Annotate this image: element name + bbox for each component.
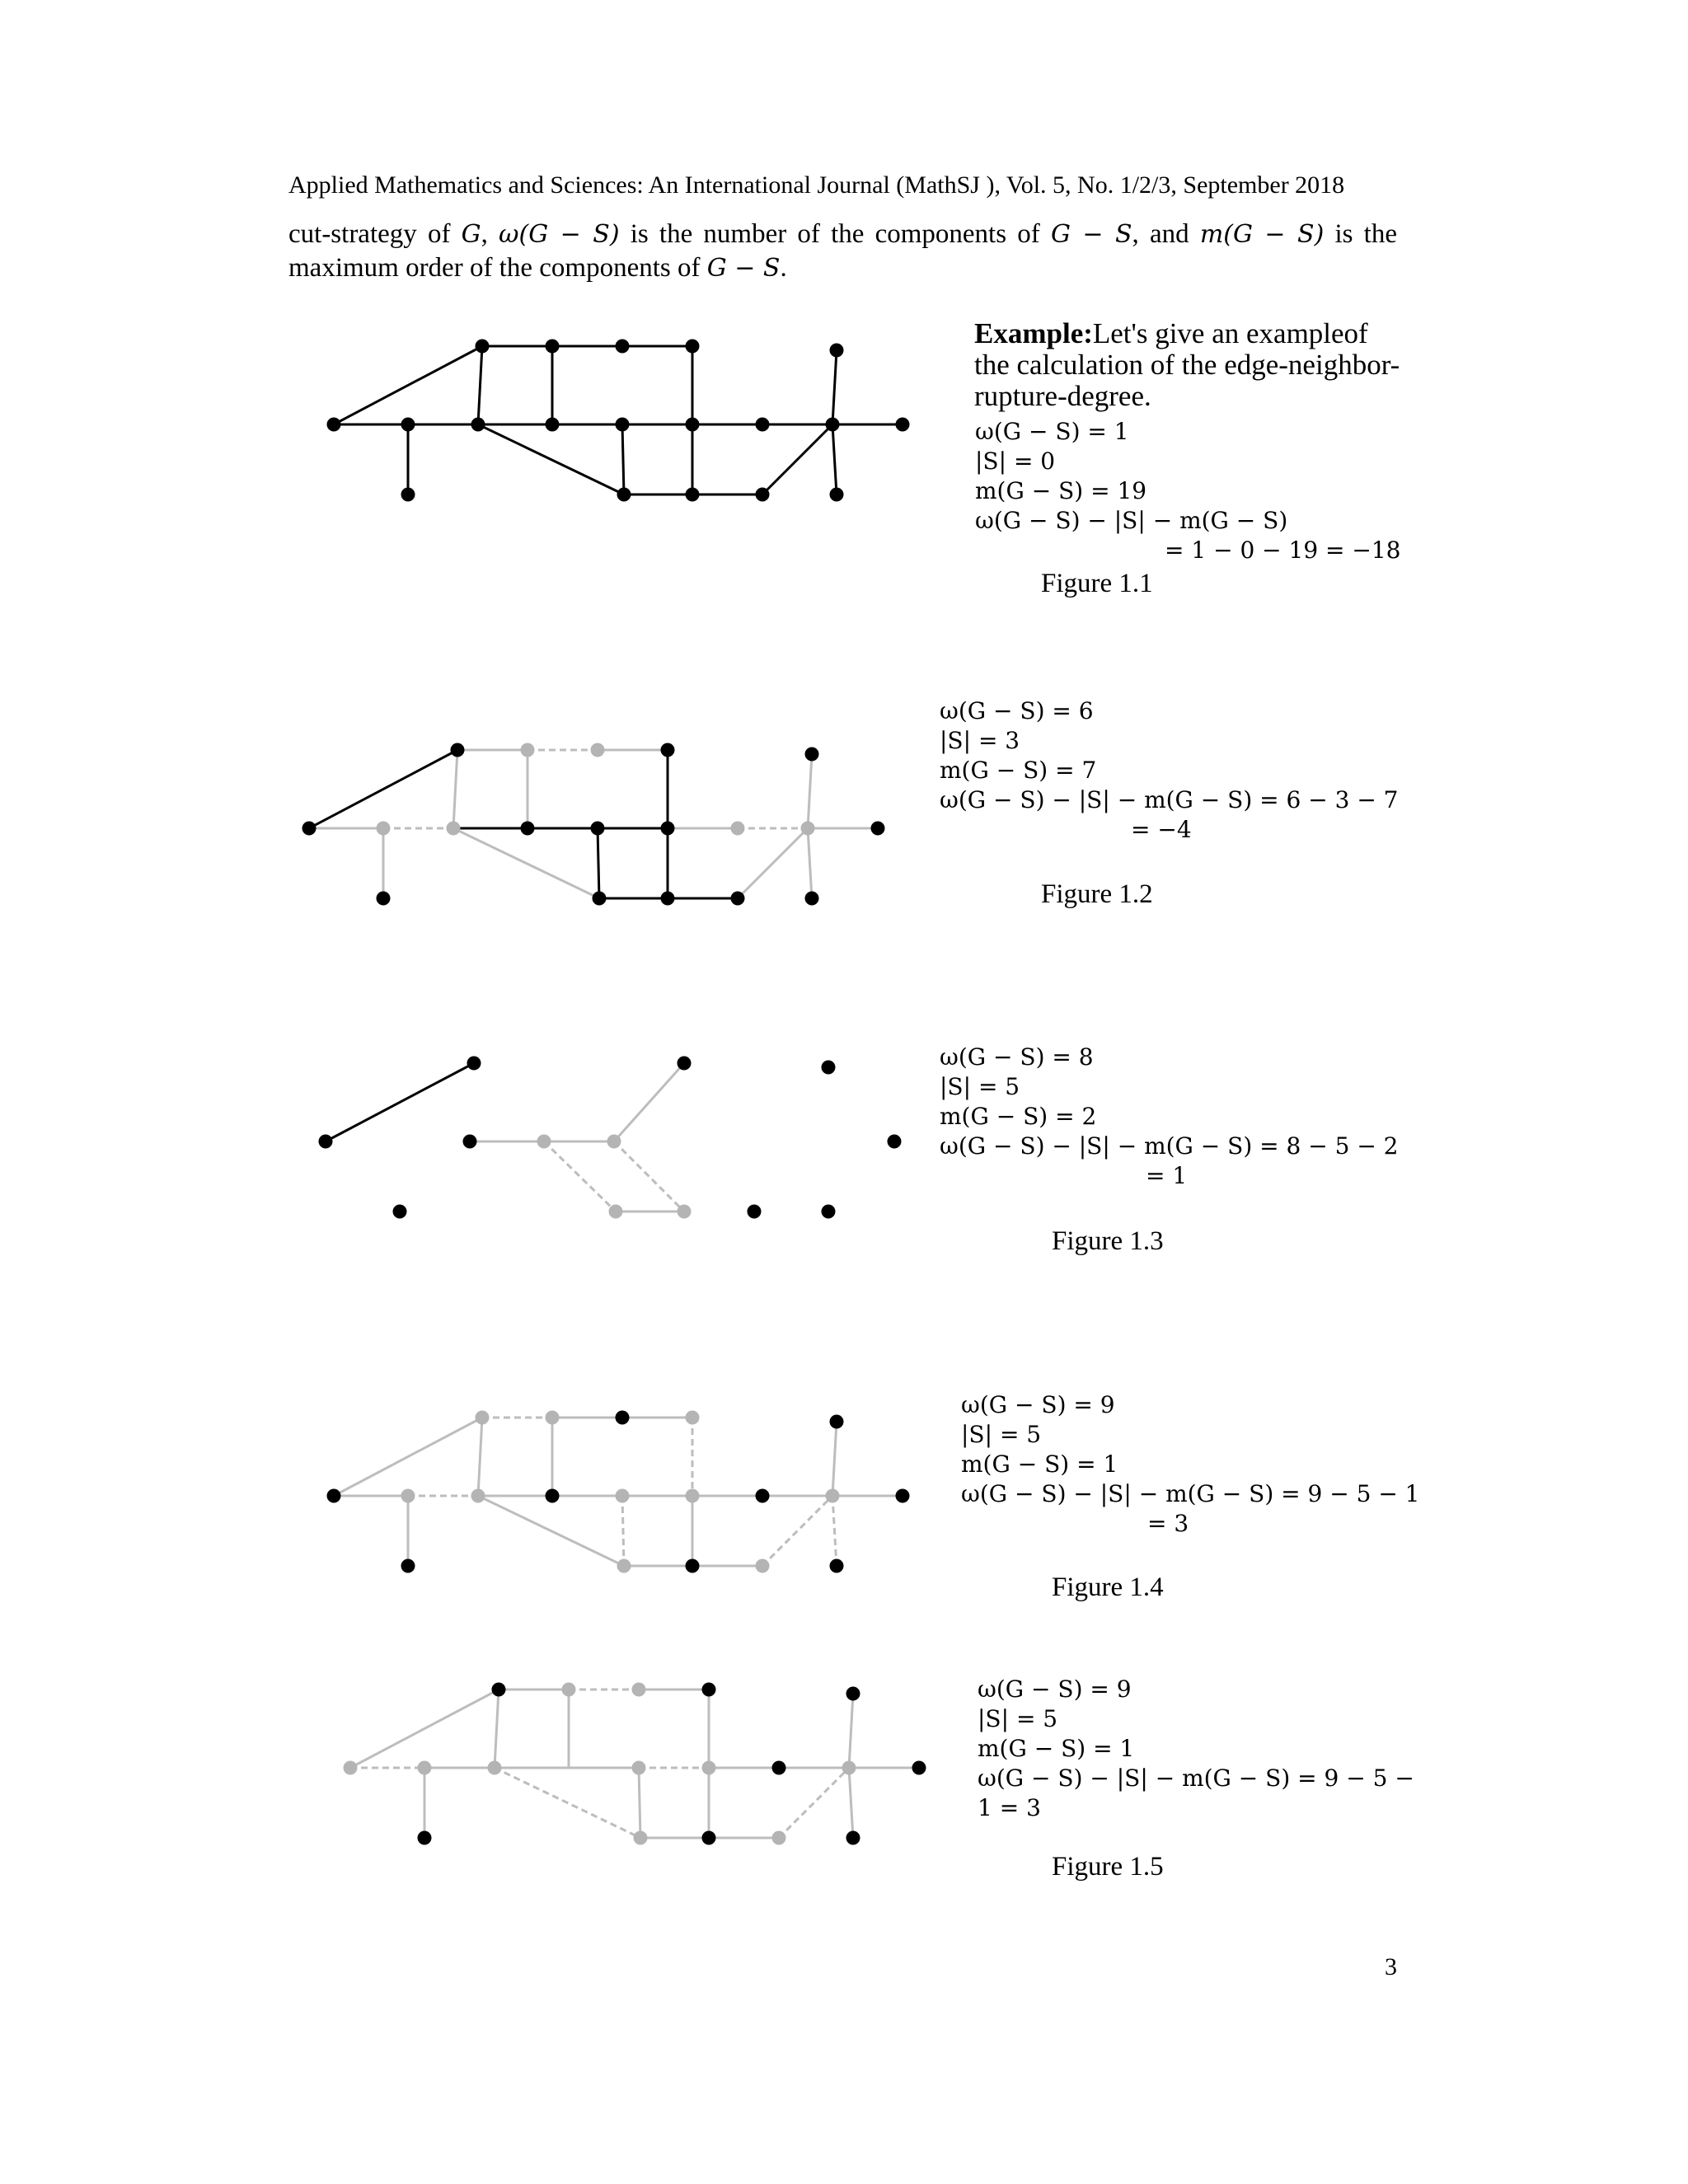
graph-edge: [326, 1063, 474, 1141]
intro-paragraph: [288, 218, 1397, 285]
graph-vertex: [418, 1761, 432, 1775]
graph-vertex: [617, 1559, 631, 1573]
graph-vertex: [661, 892, 675, 906]
graph-vertex: [546, 1489, 560, 1503]
graph-edge: [453, 828, 599, 898]
calc-line: = 1: [1146, 1162, 1188, 1189]
graph-edge: [495, 1768, 640, 1838]
graph-edge: [598, 828, 599, 898]
graph-vertex: [616, 418, 630, 432]
graph-vertex: [830, 488, 844, 502]
graph-vertex: [805, 748, 819, 762]
calc-line: m(G − S) = 1: [978, 1735, 1135, 1762]
graph-vertex: [562, 1683, 576, 1697]
graph-vertex: [731, 892, 745, 906]
figure-1-5-graph: [330, 1673, 956, 1871]
calc-line: m(G − S) = 7: [940, 757, 1097, 784]
graph-vertex: [686, 340, 700, 354]
graph-edge: [614, 1063, 684, 1141]
calc-line: ω(G − S) = 1: [975, 418, 1129, 445]
graph-vertex: [616, 340, 630, 354]
graph-vertex: [634, 1831, 648, 1845]
calc-line: |S| = 5: [961, 1421, 1042, 1448]
graph-vertex: [546, 418, 560, 432]
calc-line: = 3: [1147, 1510, 1189, 1537]
graph-edge: [849, 1768, 853, 1838]
graph-vertex: [418, 1831, 432, 1845]
graph-vertex: [447, 822, 461, 836]
calc-line: |S| = 3: [940, 727, 1020, 754]
graph-vertex: [401, 1489, 415, 1503]
graph-vertex: [888, 1135, 902, 1149]
graph-edge: [334, 1418, 482, 1496]
graph-vertex: [521, 822, 535, 836]
graph-vertex: [756, 1559, 770, 1573]
graph-vertex: [401, 1559, 415, 1573]
graph-vertex: [830, 1559, 844, 1573]
graph-vertex: [467, 1057, 481, 1071]
graph-vertex: [327, 1489, 341, 1503]
calc-line: ω(G − S) − |S| − m(G − S) = 8 − 5 − 2: [940, 1132, 1399, 1160]
graph-edge: [762, 1496, 832, 1566]
graph-vertex: [686, 1559, 700, 1573]
graph-edge: [738, 828, 808, 898]
graph-vertex: [731, 822, 745, 836]
graph-vertex: [401, 488, 415, 502]
graph-vertex: [756, 1489, 770, 1503]
figure-1-4-caption: Figure 1.4: [1052, 1572, 1164, 1602]
graph-edge: [832, 1496, 837, 1566]
graph-vertex: [756, 418, 770, 432]
example-text: Let's give an exampleof the calculation of the edge-neighbor-rupture-degree.: [974, 317, 1400, 412]
calc-line: ω(G − S) = 9: [978, 1675, 1132, 1703]
graph-edge: [478, 424, 624, 494]
graph-vertex: [912, 1761, 926, 1775]
graph-edge: [639, 1768, 640, 1838]
graph-vertex: [492, 1683, 506, 1697]
graph-vertex: [702, 1761, 716, 1775]
graph-edge: [478, 346, 482, 424]
graph-vertex: [607, 1135, 621, 1149]
calc-line: ω(G − S) − |S| − m(G − S) = 9 − 5 −: [978, 1765, 1414, 1792]
graph-vertex: [616, 1489, 630, 1503]
graph-vertex: [377, 822, 391, 836]
calc-line: ω(G − S) − |S| − m(G − S) = 9 − 5 − 1: [961, 1480, 1420, 1507]
graph-vertex: [617, 488, 631, 502]
graph-edge: [495, 1690, 499, 1768]
figure-1-1-caption: Figure 1.1: [1041, 569, 1153, 598]
calc-line: ω(G − S) − |S| − m(G − S): [975, 507, 1288, 534]
graph-vertex: [521, 743, 535, 757]
calc-line: |S| = 5: [940, 1073, 1020, 1100]
figure-1-4-graph: [313, 1401, 940, 1599]
graph-edge: [544, 1141, 616, 1212]
graph-edge: [832, 350, 837, 424]
graph-vertex: [451, 743, 465, 757]
graph-edge: [478, 1496, 624, 1566]
calc-line: m(G − S) = 1: [961, 1451, 1118, 1478]
graph-vertex: [702, 1683, 716, 1697]
calc-line: |S| = 5: [978, 1705, 1058, 1732]
graph-vertex: [609, 1205, 623, 1219]
figure-1-4-calc: [961, 1390, 1420, 1539]
graph-edge: [478, 1418, 482, 1496]
graph-vertex: [896, 1489, 910, 1503]
graph-vertex: [661, 743, 675, 757]
graph-edge: [762, 424, 832, 494]
graph-vertex: [801, 822, 815, 836]
graph-vertex: [546, 1411, 560, 1425]
graph-vertex: [830, 1415, 844, 1429]
graph-vertex: [748, 1205, 762, 1219]
graph-vertex: [471, 1489, 485, 1503]
graph-vertex: [537, 1135, 551, 1149]
graph-edge: [350, 1690, 499, 1768]
figure-1-5-calc: [978, 1675, 1414, 1823]
figure-1-3-caption: Figure 1.3: [1052, 1226, 1164, 1256]
figure-1-1-graph: [313, 330, 940, 527]
graph-vertex: [686, 488, 700, 502]
graph-vertex: [591, 743, 605, 757]
graph-vertex: [393, 1205, 407, 1219]
figure-1-2-calc: [940, 696, 1399, 845]
graph-vertex: [344, 1761, 358, 1775]
graph-edge: [832, 1422, 837, 1496]
calc-line: ω(G − S) = 9: [961, 1391, 1115, 1418]
graph-vertex: [546, 340, 560, 354]
graph-vertex: [593, 892, 607, 906]
graph-edge: [334, 346, 482, 424]
graph-vertex: [471, 418, 485, 432]
calc-line: ω(G − S) − |S| − m(G − S) = 6 − 3 − 7: [940, 786, 1399, 813]
graph-vertex: [661, 822, 675, 836]
calc-line: 1 = 3: [978, 1794, 1041, 1821]
figure-1-5-caption: Figure 1.5: [1052, 1852, 1164, 1882]
graph-vertex: [327, 418, 341, 432]
graph-vertex: [686, 418, 700, 432]
graph-edge: [309, 750, 457, 828]
graph-edge: [453, 750, 457, 828]
graph-vertex: [686, 1411, 700, 1425]
graph-vertex: [686, 1489, 700, 1503]
graph-edge: [849, 1694, 853, 1768]
graph-vertex: [632, 1761, 646, 1775]
graph-vertex: [702, 1831, 716, 1845]
graph-edge: [622, 1496, 624, 1566]
graph-vertex: [463, 1135, 477, 1149]
graph-vertex: [846, 1831, 860, 1845]
calc-line: = 1 − 0 − 19 = −18: [1165, 537, 1401, 564]
calc-line: |S| = 0: [975, 448, 1056, 475]
calc-line: m(G − S) = 2: [940, 1103, 1097, 1130]
graph-edge: [622, 424, 624, 494]
graph-vertex: [302, 822, 316, 836]
graph-vertex: [591, 822, 605, 836]
calc-line: m(G − S) = 19: [975, 477, 1147, 504]
graph-vertex: [772, 1831, 786, 1845]
graph-vertex: [756, 488, 770, 502]
figure-1-2-caption: Figure 1.2: [1041, 879, 1153, 909]
graph-vertex: [846, 1687, 860, 1701]
graph-vertex: [319, 1135, 333, 1149]
graph-vertex: [842, 1761, 856, 1775]
graph-vertex: [616, 1411, 630, 1425]
calc-line: ω(G − S) = 8: [940, 1043, 1094, 1071]
graph-edge: [832, 424, 837, 494]
figure-1-1-calc: [975, 417, 1401, 565]
graph-vertex: [488, 1761, 502, 1775]
calc-line: = −4: [1131, 816, 1192, 843]
figure-1-3-calc: [940, 1043, 1399, 1191]
graph-vertex: [678, 1205, 692, 1219]
graph-vertex: [772, 1761, 786, 1775]
graph-vertex: [476, 1411, 490, 1425]
graph-vertex: [377, 892, 391, 906]
graph-vertex: [805, 892, 819, 906]
intro-line-1: cut-strategy of G, ω(G − S) is the number of the components of G − S, and m(G − S) is the: [288, 219, 1397, 249]
graph-edge: [808, 828, 812, 898]
journal-header: Applied Mathematics and Sciences: An International Journal (MathSJ ), Vol. 5, No. 1/2/3, September 2018: [288, 171, 1345, 199]
graph-vertex: [401, 418, 415, 432]
intro-line-2: maximum order of the components of G − S.: [288, 253, 787, 283]
figure-1-2-graph: [288, 733, 915, 931]
graph-vertex: [476, 340, 490, 354]
graph-vertex: [822, 1061, 836, 1075]
graph-edge: [779, 1768, 849, 1838]
example-label: Example:: [974, 317, 1093, 349]
calc-line: ω(G − S) = 6: [940, 697, 1094, 724]
graph-vertex: [830, 344, 844, 358]
figure-1-3-graph: [305, 1047, 931, 1244]
graph-vertex: [871, 822, 885, 836]
graph-vertex: [632, 1683, 646, 1697]
graph-vertex: [826, 1489, 840, 1503]
graph-vertex: [896, 418, 910, 432]
graph-vertex: [826, 418, 840, 432]
graph-edge: [808, 754, 812, 828]
example-paragraph: [974, 318, 1403, 412]
graph-vertex: [822, 1205, 836, 1219]
page-number: 3: [1385, 1953, 1397, 1980]
graph-vertex: [678, 1057, 692, 1071]
graph-edge: [614, 1141, 684, 1212]
